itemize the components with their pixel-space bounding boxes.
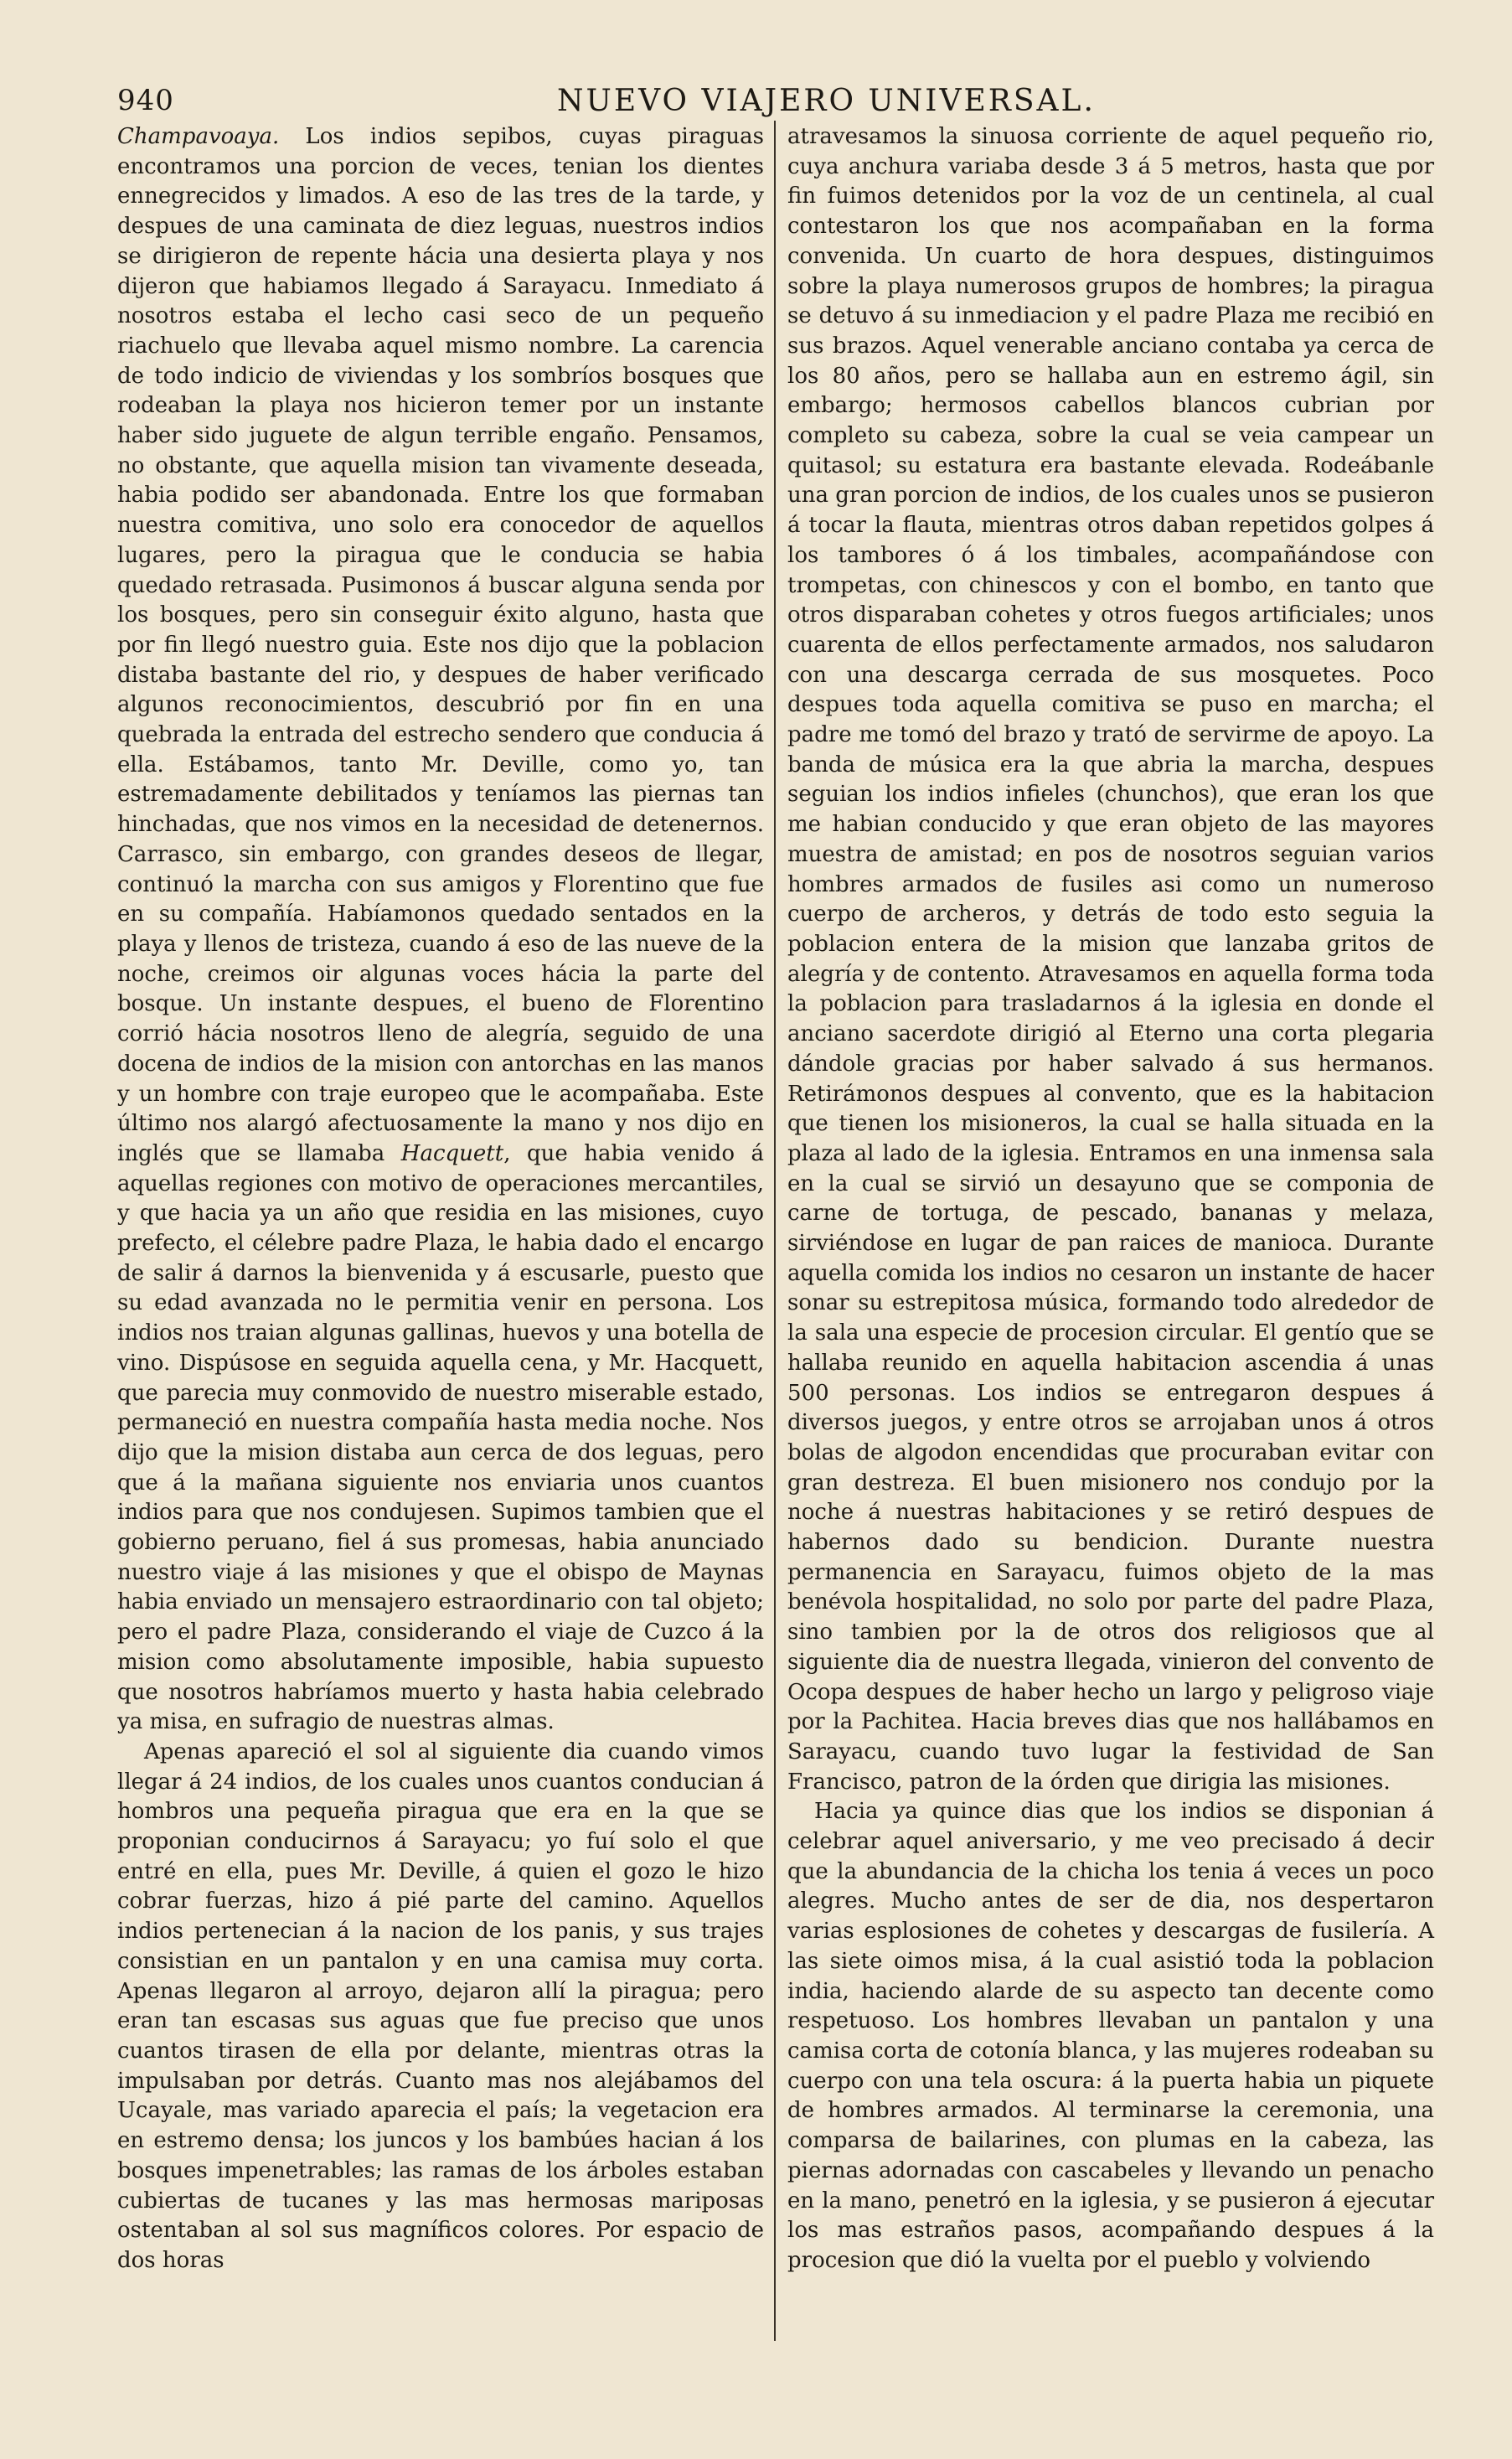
right-column	[787, 122, 1434, 2276]
left-column	[117, 122, 764, 2276]
person-name-italic: Hacquett	[400, 1140, 504, 1166]
paragraph	[117, 122, 764, 1738]
paragraph: Hacia ya quince dias que los indios se disponian á celebrar aquel aniversario, y me veo precisado á decir que la abundancia de la chicha los tenia á veces un poco alegres. Mucho antes de ser de dia, nos despertaron varias esplosiones de cohetes y descargas de fusilería. A las siete oimos misa, á la cual asistió toda la poblacion india, haciendo alarde de su aspecto tan decente como respetuoso. Los hombres llevaban un pantalon y una camisa corta de cotonía blanca, y las mujeres rodeaban su cuerpo con una tela oscura: á la puerta habia un piquete de hombres armados. Al terminarse la ceremonia, una comparsa de bailarines, con plumas en la cabeza, las piernas adornadas con cascabeles y llevando un penacho en la mano, penetró en la iglesia, y se pusieron á ejecutar los mas estraños pasos, acompañando despues á la procesion que dió la vuelta por el pueblo y volviendo	[787, 1799, 1434, 2273]
page-number: 940	[117, 84, 174, 117]
paragraph: Apenas apareció el sol al siguiente dia cuando vimos llegar á 24 indios, de los cuales unos cuantos conducian á hombros una pequeña piragua que era en la que se proponian conducirnos á Sarayacu; yo fuí solo el que entré en ella, pues Mr. Deville, á quien el gozo le hizo cobrar fuerzas, hizo á pié parte del camino. Aquellos indios pertenecian á la nacion de los panis, y sus trajes consistian en un pantalon y en una camisa muy corta. Apenas llegaron al arroyo, dejaron allí la piragua; pero eran tan escasas sus aguas que fue preciso que unos cuantos tirasen de ella por delante, mientras otras la impulsaban por detrás. Cuanto mas nos alejábamos del Ucayale, mas variado aparecia el país; la vegetacion era en estremo densa; los juncos y los bambúes hacian á los bosques impenetrables; las ramas de los árboles estaban cubiertas de tucanes y las mas hermosas mariposas ostentaban al sol sus magníficos colores. Por espacio de dos horas	[117, 1738, 764, 2273]
column-divider	[774, 121, 776, 2341]
paragraph-text: , que habia venido á aquellas regiones con motivo de operaciones mercantiles, y que hacia ya un año que residia en las misiones, cuyo prefecto, el célebre padre Plaza, le habia dado el encargo de salir á darnos la bienvenida y á escusarle, puesto que su edad avanzada no le permitia venir en persona. Los indios nos traian algunas gallinas, huevos y una botella de vino. Dispúsose en seguida aquella cena, y Mr. Hacquett, que parecia muy conmovido de nuestro miserable estado, permaneció en nuestra compañía hasta media noche. Nos dijo que la mision distaba aun cerca de dos leguas, pero que á la mañana siguiente nos enviaria unos cuantos indios para que nos condujesen. Supimos tambien que el gobierno peruano, fiel á sus promesas, habia anunciado nuestro viaje á las misiones y que el obispo de Maynas habia enviado un mensajero estraordinario con tal objeto; pero el padre Plaza, considerando el viaje de Cuzco á la mision como absolutamente imposible, habia supuesto que nosotros habríamos muerto y hasta habia celebrado ya misa, en sufragio de nuestras almas.	[117, 1140, 764, 1735]
paragraph: atravesamos la sinuosa corriente de aquel pequeño rio, cuya anchura variaba desde 3 á 5 metros, hasta que por fin fuimos detenidos por la voz de un centinela, al cual contestaron los que nos acompañaban en la forma convenida. Un cuarto de hora despues, distinguimos sobre la playa numerosos grupos de hombres; la piragua se detuvo á su inmediacion y el padre Plaza me recibió en sus brazos. Aquel venerable anciano contaba ya cerca de los 80 años, pero se hallaba aun en estremo ágil, sin embargo; hermosos cabellos blancos cubrian por completo su cabeza, sobre la cual se veia campear un quitasol; su estatura era bastante elevada. Rodeábanle una gran porcion de indios, de los cuales unos se pusieron á tocar la flauta, mientras otros daban repetidos golpes á los tambores ó á los timbales, acompañándose con trompetas, con chinescos y con el bombo, en tanto que otros disparaban cohetes y otros fuegos artificiales; unos cuarenta de ellos perfectamente armados, nos saludaron con una descarga cerrada de sus mosquetes. Poco despues toda aquella comitiva se puso en marcha; el padre me tomó del brazo y trató de servirme de apoyo. La banda de música era la que abria la marcha, despues seguian los indios infieles (chunchos), que eran los que me habian conducido y que eran objeto de las mayores muestra de amistad; en pos de nosotros seguian varios hombres armados de fusiles asi como un numeroso cuerpo de archeros, y detrás de todo esto seguia la poblacion entera de la mision que lanzaba gritos de alegría y de contento. Atravesamos en aquella forma toda la poblacion para trasladarnos á la iglesia en donde el anciano sacerdote dirigió al Eterno una corta plegaria dándole gracias por haber salvado á sus hermanos. Retirámonos despues al convento, que es la habitacion que tienen los misioneros, la cual se halla situada en la plaza al lado de la iglesia. Entramos en una inmensa sala en la cual se sirvió un desayuno que se componia de carne de tortuga, de pescado, bananas y melaza, sirviéndose en lugar de pan raices de manioca. Durante aquella comida los indios no cesaron un instante de hacer sonar su estrepitosa música, formando todo alrededor de la sala una especie de procesion circular. El gentío que se hallaba reunido en aquella habitacion ascendia á unas 500 personas. Los indios se entregaron despues á diversos juegos, y entre otros se arrojaban unos á otros bolas de algodon encendidas que procuraban evitar con gran destreza. El buen misionero nos condujo por la noche á nuestras habitaciones y se retiró despues de habernos dado su bendicion. Durante nuestra permanencia en Sarayacu, fuimos objeto de la mas benévola hospitalidad, no solo por parte del padre Plaza, sino tambien por la de otros dos religiosos que al siguiente dia de nuestra llegada, vinieron del convento de Ocopa despues de haber hecho un largo y peligroso viaje por la Pachitea. Hacia breves dias que nos hallábamos en Sarayacu, cuando tuvo lugar la festividad de San Francisco, patron de la órden que dirigia las misiones.	[787, 124, 1434, 1795]
place-name-italic: Champavoaya.	[117, 124, 280, 149]
running-title: NUEVO VIAJERO UNIVERSAL.	[557, 84, 1096, 118]
paragraph-text: Los indios sepibos, cuyas piraguas encontramos una porcion de veces, tenian los dientes ennegrecidos y limados. A eso de las tres de la tarde, y despues de una caminata de diez leguas, nuestros indios se dirigieron de repente hácia una desierta playa y nos dijeron que habiamos llegado á Sarayacu. Inmediato á nosotros estaba el lecho casi seco de un pequeño riachuelo que llevaba aquel mismo nombre. La carencia de todo indicio de viviendas y los sombríos bosques que rodeaban la playa nos hicieron temer por un instante haber sido juguete de algun terrible engaño. Pensamos, no obstante, que aquella mision tan vivamente deseada, habia podido ser abandonada. Entre los que formaban nuestra comitiva, uno solo era conocedor de aquellos lugares, pero la piragua que le conducia se habia quedado retrasada. Pusimonos á buscar alguna senda por los bosques, pero sin conseguir éxito alguno, hasta que por fin llegó nuestro guia. Este nos dijo que la poblacion distaba bastante del rio, y despues de haber verificado algunos reconocimientos, descubrió por fin en una quebrada la entrada del estrecho sendero que conducia á ella. Estábamos, tanto Mr. Deville, como yo, tan estremadamente debilitados y teníamos las piernas tan hinchadas, que nos vimos en la necesidad de detenernos. Carrasco, sin embargo, con grandes deseos de llegar, continuó la marcha con sus amigos y Florentino que fue en su compañía. Habíamonos quedado sentados en la playa y llenos de tristeza, cuando á eso de las nueve de la noche, creimos oir algunas voces hácia la parte del bosque. Un instante despues, el bueno de Florentino corrió hácia nosotros lleno de alegría, seguido de una docena de indios de la mision con antorchas en las manos y un hombre con traje europeo que le acompañaba. Este último nos alargó afectuosamente la mano y nos dijo en inglés que se llamaba	[117, 124, 764, 1166]
